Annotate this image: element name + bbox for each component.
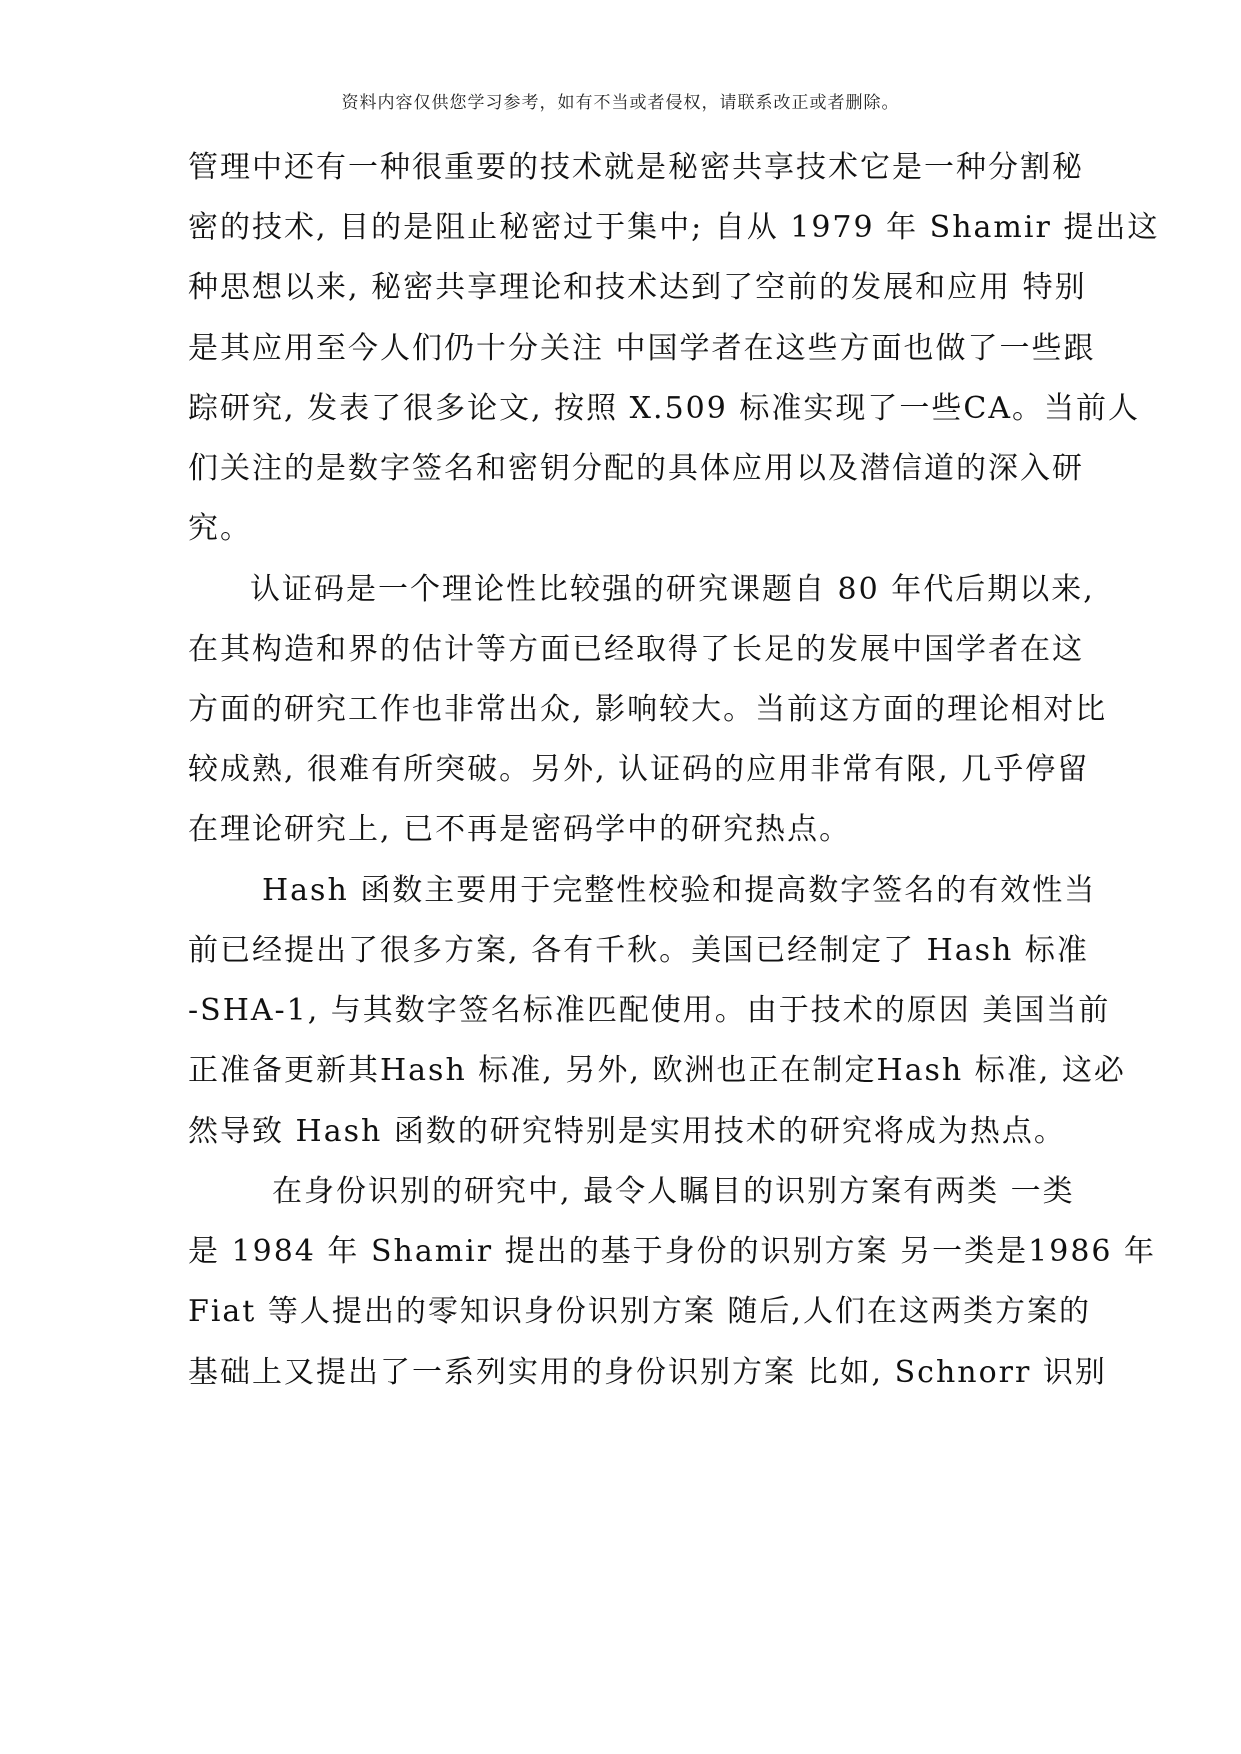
paragraph-line: 较成熟, 很难有所突破。另外, 认证码的应用非常有限, 几乎停留 bbox=[188, 752, 1090, 787]
paragraph-line: 是 1984 年 Shamir 提出的基于身份的识别方案 另一类是1986 年 bbox=[188, 1234, 1157, 1269]
paragraph-line: Fiat 等人提出的零知识身份识别方案 随后,人们在这两类方案的 bbox=[188, 1294, 1091, 1329]
paragraph-line: 究。 bbox=[188, 511, 252, 546]
paragraph-line: 正准备更新其Hash 标准, 另外, 欧洲也正在制定Hash 标准, 这必 bbox=[188, 1053, 1126, 1088]
paragraph-line: 管理中还有一种很重要的技术就是秘密共享技术它是一种分割秘 bbox=[188, 150, 1084, 185]
paragraph-line: 在理论研究上, 已不再是密码学中的研究热点。 bbox=[188, 812, 852, 847]
paragraph-line: 前已经提出了很多方案, 各有千秋。美国已经制定了 Hash 标准 bbox=[188, 933, 1089, 968]
paragraph-line: 然导致 Hash 函数的研究特别是实用技术的研究将成为热点。 bbox=[188, 1114, 1066, 1149]
paragraph-line: Hash 函数主要用于完整性校验和提高数字签名的有效性当 bbox=[262, 873, 1097, 908]
paragraph-line: 们关注的是数字签名和密钥分配的具体应用以及潜信道的深入研 bbox=[188, 451, 1084, 486]
paragraph-line: 种思想以来, 秘密共享理论和技术达到了空前的发展和应用 特别 bbox=[188, 270, 1087, 305]
paragraph-line: -SHA-1, 与其数字签名标准匹配使用。由于技术的原因 美国当前 bbox=[188, 993, 1111, 1028]
paragraph-line: 踪研究, 发表了很多论文, 按照 X.509 标准实现了一些CA。当前人 bbox=[188, 391, 1140, 426]
paragraph-line: 认证码是一个理论性比较强的研究课题自 80 年代后期以来, bbox=[250, 572, 1095, 607]
paragraph-line: 在身份识别的研究中, 最令人瞩目的识别方案有两类 一类 bbox=[272, 1174, 1075, 1209]
paragraph-line: 方面的研究工作也非常出众, 影响较大。当前这方面的理论相对比 bbox=[188, 692, 1108, 727]
paragraph-line: 密的技术, 目的是阻止秘密过于集中; 自从 1979 年 Shamir 提出这 bbox=[188, 210, 1160, 245]
copyright-notice: 资料内容仅供您学习参考，如有不当或者侵权，请联系改正或者删除。 bbox=[341, 93, 900, 113]
paragraph-line: 在其构造和界的估计等方面已经取得了长足的发展中国学者在这 bbox=[188, 632, 1084, 667]
paragraph-line: 是其应用至今人们仍十分关注 中国学者在这些方面也做了一些跟 bbox=[188, 331, 1096, 366]
paragraph-line: 基础上又提出了一系列实用的身份识别方案 比如, Schnorr 识别 bbox=[188, 1355, 1107, 1390]
